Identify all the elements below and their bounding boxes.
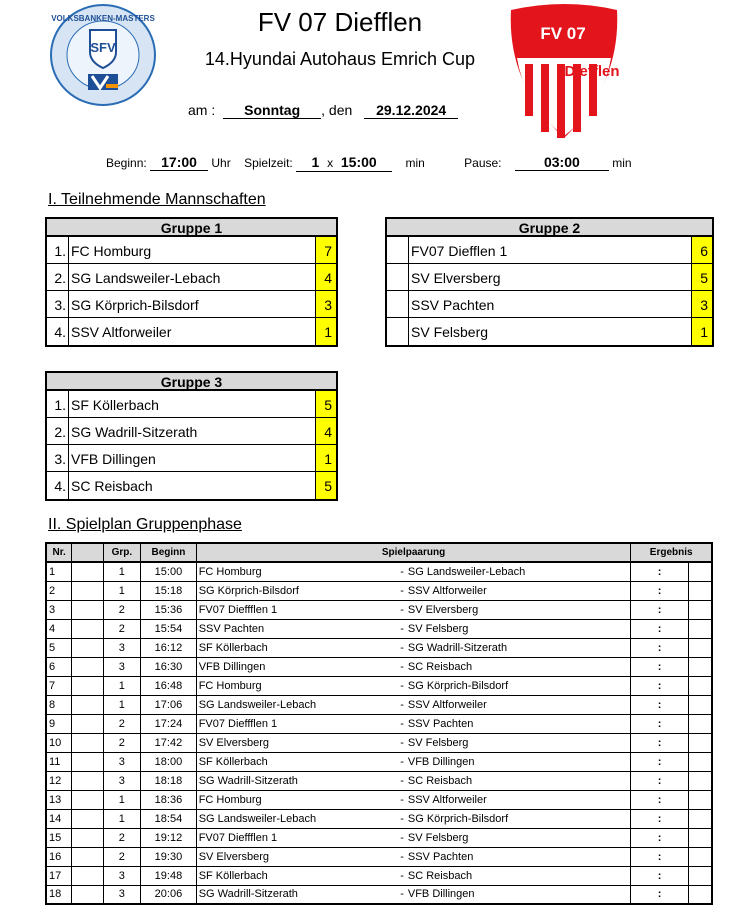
match-time: 15:18 <box>141 581 197 600</box>
match-group: 1 <box>103 562 141 581</box>
spielzeit-field <box>296 154 392 172</box>
blank-cell <box>72 752 103 771</box>
vs-separator: - <box>384 885 408 904</box>
col-ergebnis: Ergebnis <box>631 543 712 562</box>
schedule-row <box>46 847 712 866</box>
result-extra <box>688 790 712 809</box>
spielzeit-min-label: min <box>405 156 425 170</box>
blank-cell <box>72 771 103 790</box>
team-name: SSV Pachten <box>411 297 495 313</box>
blank-cell <box>72 676 103 695</box>
vs-separator: - <box>384 695 408 714</box>
team-points: 5 <box>315 472 336 499</box>
blank-cell <box>72 657 103 676</box>
beginn-label: Beginn: <box>106 156 147 170</box>
result-extra <box>688 809 712 828</box>
match-number: 7 <box>46 676 72 695</box>
match-number: 10 <box>46 733 72 752</box>
match-result: : <box>631 752 688 771</box>
home-team: FC Homburg <box>196 676 384 695</box>
home-team: SG Wadrill-Sitzerath <box>196 885 384 904</box>
team-name: SV Felsberg <box>411 324 489 340</box>
match-number: 5 <box>46 638 72 657</box>
home-team: SF Köllerbach <box>196 752 384 771</box>
match-group: 2 <box>103 619 141 638</box>
logo-right-bottom-text: Diefflen <box>564 63 620 80</box>
result-extra <box>688 600 712 619</box>
vs-separator: - <box>384 676 408 695</box>
match-result: : <box>631 619 688 638</box>
result-extra <box>688 676 712 695</box>
team-points: 5 <box>315 391 336 417</box>
group-row <box>387 264 712 291</box>
team-name: SG Landsweiler-Lebach <box>71 270 221 286</box>
team-rank: 1. <box>47 391 69 417</box>
home-team: SSV Pachten <box>196 619 384 638</box>
page-title: FV 07 Diefflen <box>257 7 423 37</box>
schedule-row <box>46 562 712 581</box>
match-time: 16:30 <box>141 657 197 676</box>
team-points: 3 <box>315 291 336 317</box>
match-time: 15:36 <box>141 600 197 619</box>
group-row <box>47 291 336 318</box>
team-rank: 2. <box>47 418 69 444</box>
result-extra <box>688 638 712 657</box>
col-spielpaarung: Spielpaarung <box>196 543 631 562</box>
team-points: 1 <box>315 318 336 345</box>
team-rank: 1. <box>47 237 69 263</box>
away-team: SG Wadrill-Sitzerath <box>408 638 631 657</box>
match-time: 18:54 <box>141 809 197 828</box>
volksbanken-masters-logo <box>50 4 156 106</box>
away-team: SSV Altforweiler <box>408 695 631 714</box>
match-result: : <box>631 676 688 695</box>
schedule-table <box>45 542 713 905</box>
match-number: 16 <box>46 847 72 866</box>
match-time: 18:00 <box>141 752 197 771</box>
match-result: : <box>631 638 688 657</box>
spielzeit-minutes: 15:00 <box>340 154 377 170</box>
vs-separator: - <box>384 562 408 581</box>
team-name: VFB Dillingen <box>71 451 156 467</box>
group-2-table <box>385 217 714 347</box>
away-team: SV Felsberg <box>408 828 631 847</box>
home-team: VFB Dillingen <box>196 657 384 676</box>
pause-label: Pause: <box>464 156 502 170</box>
beginn-field: 17:00 <box>150 154 208 171</box>
match-result: : <box>631 771 688 790</box>
team-points: 1 <box>691 318 712 345</box>
match-result: : <box>631 581 688 600</box>
pause-field: 03:00 <box>515 154 609 171</box>
match-number: 9 <box>46 714 72 733</box>
result-extra <box>688 619 712 638</box>
match-result: : <box>631 790 688 809</box>
blank-cell <box>72 847 103 866</box>
match-number: 2 <box>46 581 72 600</box>
schedule-row <box>46 714 712 733</box>
group-title: Gruppe 3 <box>47 373 336 391</box>
info-line <box>106 154 632 172</box>
match-result: : <box>631 847 688 866</box>
result-extra <box>688 847 712 866</box>
home-team: FV07 Dieffflen 1 <box>196 600 384 619</box>
match-time: 18:36 <box>141 790 197 809</box>
group-3-table <box>45 371 338 501</box>
match-group: 2 <box>103 847 141 866</box>
match-group: 1 <box>103 790 141 809</box>
page-subtitle: 14.Hyundai Autohaus Emrich Cup <box>204 49 476 69</box>
away-team: SV Elversberg <box>408 600 631 619</box>
day-field: Sonntag <box>223 102 321 119</box>
match-time: 16:12 <box>141 638 197 657</box>
home-team: SF Köllerbach <box>196 866 384 885</box>
date-line <box>188 102 458 119</box>
group-row <box>47 318 336 345</box>
match-number: 4 <box>46 619 72 638</box>
away-team: SSV Pachten <box>408 714 631 733</box>
blank-cell <box>72 828 103 847</box>
blank-cell <box>72 562 103 581</box>
spielzeit-x: x <box>327 156 334 170</box>
pause-min-label: min <box>612 156 632 170</box>
group-row <box>47 472 336 499</box>
blank-cell <box>72 885 103 904</box>
match-time: 19:30 <box>141 847 197 866</box>
group-row <box>47 237 336 264</box>
match-result: : <box>631 733 688 752</box>
vs-separator: - <box>384 790 408 809</box>
match-time: 15:00 <box>141 562 197 581</box>
team-points: 3 <box>691 291 712 317</box>
team-name: SF Köllerbach <box>71 397 159 413</box>
blank-cell <box>72 790 103 809</box>
vs-separator: - <box>384 619 408 638</box>
schedule-row <box>46 600 712 619</box>
svg-text:SFV: SFV <box>90 40 116 55</box>
match-time: 17:42 <box>141 733 197 752</box>
match-result: : <box>631 600 688 619</box>
match-time: 16:48 <box>141 676 197 695</box>
away-team: SC Reisbach <box>408 866 631 885</box>
result-extra <box>688 581 712 600</box>
match-number: 11 <box>46 752 72 771</box>
match-number: 3 <box>46 600 72 619</box>
blank-cell <box>72 866 103 885</box>
vs-separator: - <box>384 809 408 828</box>
team-name: SC Reisbach <box>71 478 153 494</box>
vs-separator: - <box>384 638 408 657</box>
vs-separator: - <box>384 657 408 676</box>
schedule-row <box>46 790 712 809</box>
blank-cell <box>72 809 103 828</box>
home-team: SF Köllerbach <box>196 638 384 657</box>
match-number: 17 <box>46 866 72 885</box>
section-teams-heading: I. Teilnehmende Mannschaften <box>48 191 266 208</box>
match-number: 15 <box>46 828 72 847</box>
home-team: SG Landsweiler-Lebach <box>196 809 384 828</box>
result-extra <box>688 733 712 752</box>
team-rank: 4. <box>47 472 69 499</box>
result-extra <box>688 714 712 733</box>
section-schedule-heading: II. Spielplan Gruppenphase <box>48 516 242 533</box>
col-blank <box>72 543 103 562</box>
match-result: : <box>631 885 688 904</box>
match-time: 15:54 <box>141 619 197 638</box>
home-team: SG Landsweiler-Lebach <box>196 695 384 714</box>
vs-separator: - <box>384 771 408 790</box>
schedule-row <box>46 581 712 600</box>
group-title: Gruppe 1 <box>47 219 336 237</box>
home-team: SG Körprich-Bilsdorf <box>196 581 384 600</box>
blank-cell <box>72 733 103 752</box>
group-row <box>47 445 336 472</box>
blank-cell <box>72 600 103 619</box>
blank-cell <box>72 581 103 600</box>
home-team: FV07 Dieffflen 1 <box>196 828 384 847</box>
away-team: SV Felsberg <box>408 619 631 638</box>
away-team: SC Reisbach <box>408 771 631 790</box>
match-group: 2 <box>103 828 141 847</box>
vs-separator: - <box>384 847 408 866</box>
match-time: 18:18 <box>141 771 197 790</box>
match-result: : <box>631 809 688 828</box>
match-group: 3 <box>103 638 141 657</box>
home-team: SV Elversberg <box>196 733 384 752</box>
logo-right-top-text: FV 07 <box>540 24 586 43</box>
match-group: 3 <box>103 771 141 790</box>
team-points: 5 <box>691 264 712 290</box>
match-number: 1 <box>46 562 72 581</box>
match-result: : <box>631 714 688 733</box>
schedule-row <box>46 676 712 695</box>
match-time: 19:12 <box>141 828 197 847</box>
group-row <box>387 318 712 345</box>
match-result: : <box>631 695 688 714</box>
spielzeit-label: Spielzeit: <box>244 156 293 170</box>
away-team: SSV Pachten <box>408 847 631 866</box>
team-points: 1 <box>315 445 336 471</box>
match-time: 20:06 <box>141 885 197 904</box>
schedule-row <box>46 657 712 676</box>
team-rank: 4. <box>47 318 69 345</box>
schedule-row <box>46 752 712 771</box>
away-team: SSV Altforweiler <box>408 790 631 809</box>
match-group: 2 <box>103 600 141 619</box>
result-extra <box>688 695 712 714</box>
match-group: 2 <box>103 733 141 752</box>
home-team: FV07 Dieffflen 1 <box>196 714 384 733</box>
blank-cell <box>72 695 103 714</box>
schedule-row <box>46 866 712 885</box>
group-row <box>387 237 712 264</box>
result-extra <box>688 885 712 904</box>
home-team: SV Elversberg <box>196 847 384 866</box>
away-team: VFB Dillingen <box>408 752 631 771</box>
team-name: SSV Altforweiler <box>71 324 172 340</box>
match-time: 19:48 <box>141 866 197 885</box>
match-group: 3 <box>103 885 141 904</box>
team-name: FC Homburg <box>71 243 152 259</box>
match-result: : <box>631 562 688 581</box>
schedule-row <box>46 695 712 714</box>
away-team: SG Landsweiler-Lebach <box>408 562 631 581</box>
group-1-table <box>45 217 338 347</box>
am-label: am : <box>188 102 216 118</box>
vs-separator: - <box>384 828 408 847</box>
team-name: SG Körprich-Bilsdorf <box>71 297 199 313</box>
schedule-row <box>46 638 712 657</box>
match-result: : <box>631 866 688 885</box>
away-team: SV Felsberg <box>408 733 631 752</box>
schedule-row <box>46 619 712 638</box>
schedule-row <box>46 885 712 904</box>
den-label: , den <box>321 102 353 118</box>
match-group: 1 <box>103 676 141 695</box>
team-name: FV07 Diefflen 1 <box>411 243 508 259</box>
match-number: 14 <box>46 809 72 828</box>
group-row <box>47 418 336 445</box>
match-result: : <box>631 657 688 676</box>
vs-separator: - <box>384 600 408 619</box>
result-extra <box>688 828 712 847</box>
match-group: 3 <box>103 866 141 885</box>
result-extra <box>688 866 712 885</box>
schedule-row <box>46 733 712 752</box>
team-rank: 3. <box>47 445 69 471</box>
team-rank <box>387 291 409 317</box>
vs-separator: - <box>384 752 408 771</box>
vs-separator: - <box>384 866 408 885</box>
group-row <box>47 391 336 418</box>
team-name: SV Elversberg <box>411 270 501 286</box>
match-group: 1 <box>103 809 141 828</box>
blank-cell <box>72 714 103 733</box>
team-rank <box>387 237 409 263</box>
team-name: SG Wadrill-Sitzerath <box>71 424 198 440</box>
schedule-row <box>46 771 712 790</box>
result-extra <box>688 657 712 676</box>
away-team: SC Reisbach <box>408 657 631 676</box>
spielzeit-count: 1 <box>311 154 320 170</box>
team-points: 6 <box>691 237 712 263</box>
team-points: 7 <box>315 237 336 263</box>
result-extra <box>688 771 712 790</box>
vs-separator: - <box>384 581 408 600</box>
team-points: 4 <box>315 418 336 444</box>
team-rank <box>387 318 409 345</box>
match-number: 8 <box>46 695 72 714</box>
uhr-label: Uhr <box>211 156 231 170</box>
team-rank: 2. <box>47 264 69 290</box>
match-group: 1 <box>103 695 141 714</box>
col-grp: Grp. <box>103 543 141 562</box>
match-group: 3 <box>103 657 141 676</box>
away-team: SG Körprich-Bilsdorf <box>408 809 631 828</box>
away-team: SG Körprich-Bilsdorf <box>408 676 631 695</box>
result-extra <box>688 752 712 771</box>
match-number: 6 <box>46 657 72 676</box>
group-title: Gruppe 2 <box>387 219 712 237</box>
match-result: : <box>631 828 688 847</box>
away-team: SSV Altforweiler <box>408 581 631 600</box>
away-team: VFB Dillingen <box>408 885 631 904</box>
date-field: 29.12.2024 <box>364 102 458 119</box>
team-rank <box>387 264 409 290</box>
home-team: FC Homburg <box>196 790 384 809</box>
schedule-row <box>46 809 712 828</box>
svg-text:VOLKSBANKEN-MASTERS: VOLKSBANKEN-MASTERS <box>51 14 155 23</box>
schedule-row <box>46 828 712 847</box>
vs-separator: - <box>384 714 408 733</box>
col-beginn: Beginn <box>141 543 197 562</box>
blank-cell <box>72 619 103 638</box>
team-points: 4 <box>315 264 336 290</box>
group-row <box>47 264 336 291</box>
match-time: 17:06 <box>141 695 197 714</box>
match-number: 13 <box>46 790 72 809</box>
team-rank: 3. <box>47 291 69 317</box>
result-extra <box>688 562 712 581</box>
match-group: 1 <box>103 581 141 600</box>
home-team: FC Homburg <box>196 562 384 581</box>
vs-separator: - <box>384 733 408 752</box>
match-group: 3 <box>103 752 141 771</box>
match-group: 2 <box>103 714 141 733</box>
blank-cell <box>72 638 103 657</box>
match-number: 12 <box>46 771 72 790</box>
match-number: 18 <box>46 885 72 904</box>
home-team: SG Wadrill-Sitzerath <box>196 771 384 790</box>
group-row <box>387 291 712 318</box>
match-time: 17:24 <box>141 714 197 733</box>
col-nr: Nr. <box>46 543 72 562</box>
